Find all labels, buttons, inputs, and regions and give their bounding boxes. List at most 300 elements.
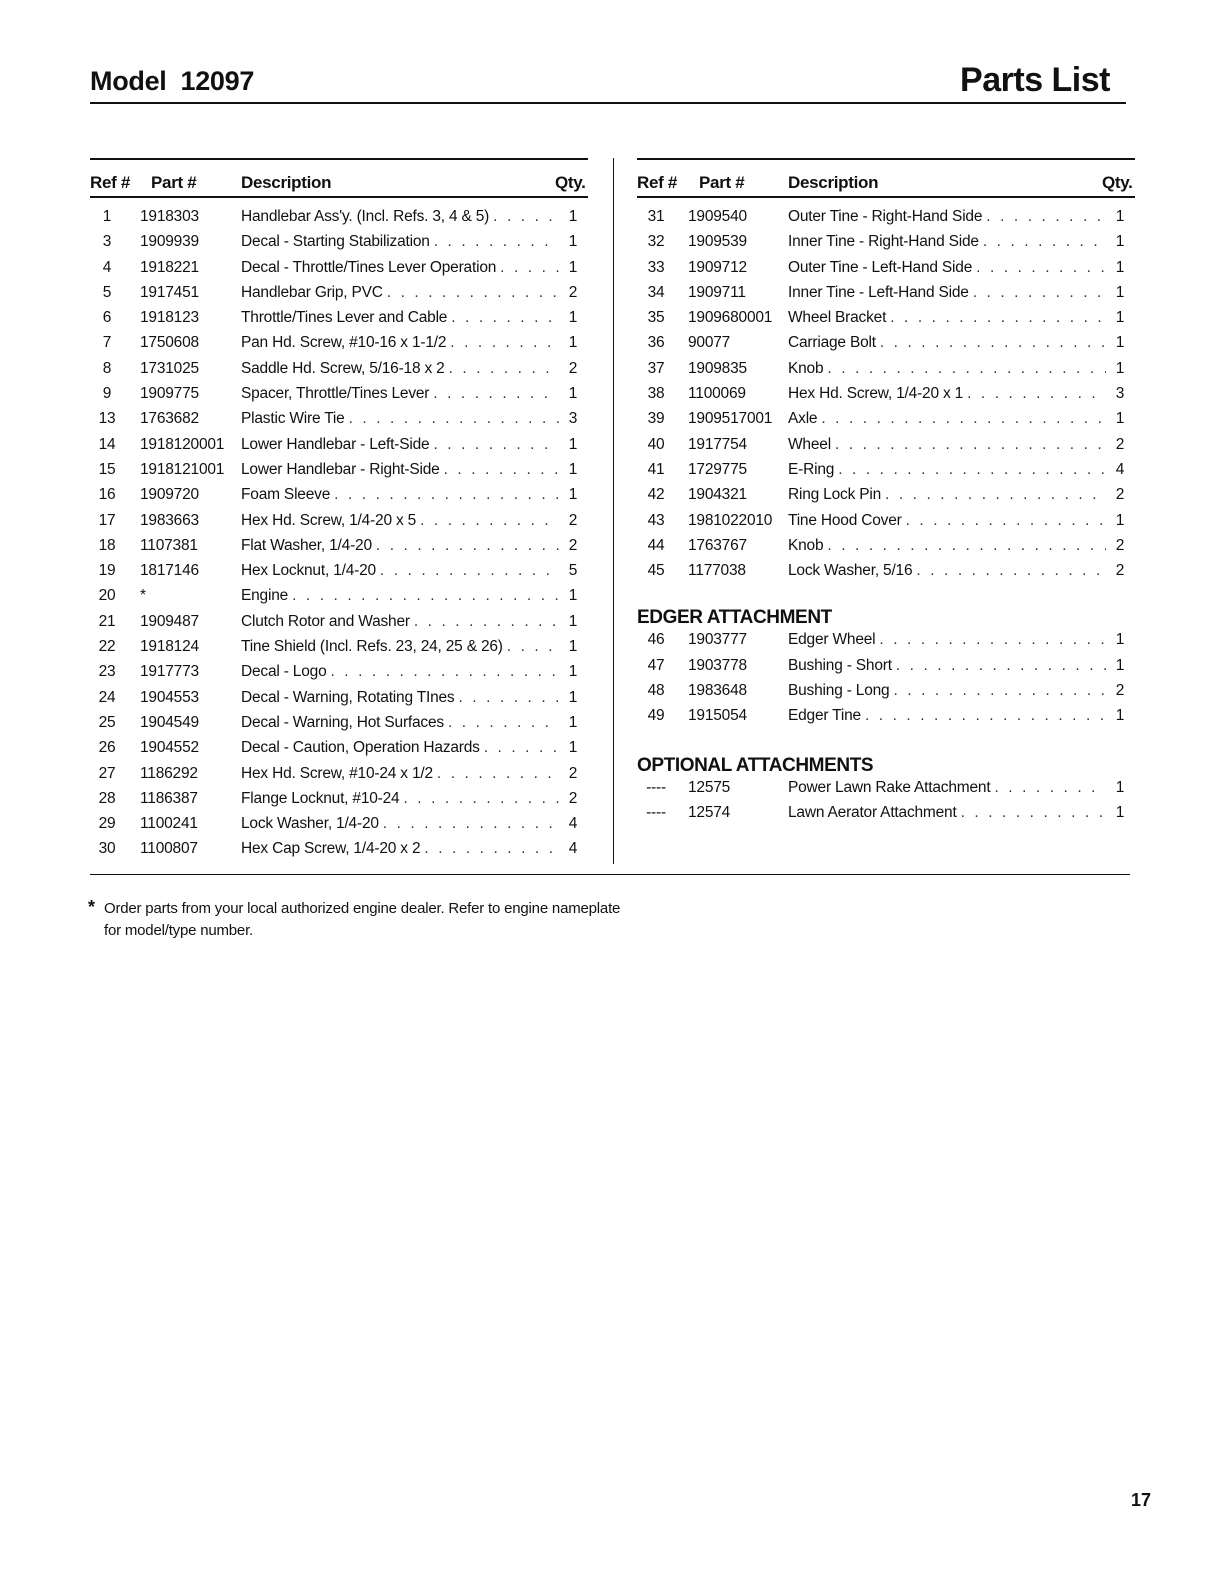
- table-row: [637, 631, 1135, 656]
- dot-leader: [451, 309, 559, 327]
- table-row: [90, 385, 588, 410]
- ref-cell: 35: [647, 309, 665, 327]
- dot-leader: [433, 385, 559, 403]
- table-row: [637, 779, 1135, 804]
- dot-leader: [835, 436, 1106, 454]
- dot-leader: [387, 284, 559, 302]
- part-number-cell: 1107381: [140, 536, 198, 554]
- table-row: [637, 233, 1135, 258]
- qty-cell: 1: [1115, 511, 1125, 529]
- part-number-cell: 1918120001: [140, 435, 225, 453]
- part-number-cell: 1100241: [140, 815, 198, 833]
- qty-cell: 1: [1115, 359, 1125, 377]
- ref-cell: 41: [647, 460, 665, 478]
- ref-cell: 37: [647, 359, 665, 377]
- dot-leader: [444, 461, 559, 479]
- qty-cell: 1: [568, 587, 578, 605]
- dot-leader: [449, 360, 559, 378]
- table-row: [90, 638, 588, 663]
- description-text: Foam Sleeve: [241, 486, 331, 504]
- page-title: Parts List: [960, 61, 1110, 99]
- part-number-cell: 1909540: [688, 208, 747, 225]
- description-cell: [788, 233, 1106, 251]
- dot-leader: [334, 486, 559, 504]
- ref-cell: 47: [647, 656, 665, 674]
- ref-cell: 22: [98, 638, 116, 656]
- description-text: Inner Tine - Right-Hand Side: [788, 233, 979, 251]
- table-row: [637, 512, 1135, 537]
- description-text: Flange Locknut, #10-24: [241, 789, 400, 807]
- description-cell: [241, 714, 559, 732]
- dot-leader: [448, 714, 559, 732]
- description-text: Decal - Warning, Rotating TInes: [241, 688, 455, 706]
- part-number-cell: 1917451: [140, 283, 199, 301]
- part-number-cell: *: [140, 587, 146, 605]
- part-number-cell: 1918221: [140, 258, 199, 276]
- ref-cell: 17: [98, 511, 116, 529]
- table-row: [90, 587, 588, 612]
- table-row: [637, 309, 1135, 334]
- part-number-cell: 90077: [688, 334, 731, 352]
- dot-leader: [961, 804, 1106, 822]
- qty-cell: 4: [568, 840, 578, 858]
- table-row: [90, 663, 588, 688]
- description-cell: [788, 682, 1106, 700]
- ref-cell: 44: [647, 536, 665, 554]
- description-text: Lock Washer, 1/4-20: [241, 815, 379, 833]
- table-row: [90, 284, 588, 309]
- description-text: Knob: [788, 536, 824, 554]
- col-header-part: Part #: [151, 173, 197, 192]
- part-number-cell: 1917754: [688, 435, 747, 453]
- dot-leader: [880, 334, 1106, 352]
- qty-cell: 1: [1115, 707, 1125, 725]
- description-cell: [788, 309, 1106, 327]
- dot-leader: [821, 410, 1106, 428]
- table-row: [637, 804, 1135, 829]
- part-number-cell: 1100807: [140, 840, 198, 858]
- dot-leader: [896, 657, 1106, 675]
- description-cell: [241, 765, 559, 783]
- table-row: [637, 334, 1135, 359]
- description-cell: [788, 657, 1106, 675]
- description-text: Ring Lock Pin: [788, 486, 882, 504]
- qty-cell: 1: [568, 612, 578, 630]
- qty-cell: 2: [1115, 486, 1125, 504]
- page-header: [90, 60, 1126, 104]
- description-cell: [241, 537, 559, 555]
- dot-leader: [380, 562, 559, 580]
- description-text: Decal - Throttle/Tines Lever Operation: [241, 258, 497, 276]
- page-number: 17: [1131, 1490, 1152, 1510]
- part-number-cell: 1100069: [688, 385, 746, 403]
- description-cell: [788, 259, 1106, 277]
- col-header-ref: Ref #: [90, 173, 131, 192]
- description-cell: [788, 208, 1106, 226]
- description-cell: [241, 790, 559, 808]
- qty-cell: 3: [1115, 385, 1125, 403]
- footnote-line-2: for model/type number.: [104, 922, 254, 939]
- dot-leader: [973, 284, 1106, 302]
- description-cell: [241, 385, 559, 403]
- description-cell: [241, 689, 559, 707]
- description-text: Pan Hd. Screw, #10-16 x 1-1/2: [241, 334, 447, 352]
- description-cell: [788, 461, 1106, 479]
- ref-cell: 8: [102, 359, 112, 377]
- footnote-line-1: Order parts from your local authorized engine dealer. Refer to engine nameplate: [104, 900, 621, 917]
- qty-cell: 2: [568, 283, 578, 301]
- description-cell: [241, 410, 559, 428]
- part-number-cell: 1731025: [140, 359, 199, 377]
- parts-table-left: [90, 158, 588, 866]
- table-row: [90, 461, 588, 486]
- part-number-cell: 1909539: [688, 233, 747, 251]
- dot-leader: [827, 360, 1106, 378]
- description-text: Wheel Bracket: [788, 309, 887, 327]
- qty-cell: 1: [1115, 778, 1125, 796]
- ref-cell: ----: [646, 778, 666, 796]
- dot-leader: [827, 537, 1106, 555]
- dot-leader: [292, 587, 559, 605]
- qty-cell: 2: [1115, 682, 1125, 700]
- table-row: [90, 815, 588, 840]
- qty-cell: 1: [568, 638, 578, 656]
- description-text: Flat Washer, 1/4-20: [241, 536, 372, 554]
- part-number-cell: 1904553: [140, 688, 199, 706]
- dot-leader: [414, 613, 559, 631]
- qty-cell: 1: [568, 688, 578, 706]
- table-row: [637, 707, 1135, 732]
- qty-cell: 1: [1115, 283, 1125, 301]
- part-number-cell: 1983663: [140, 511, 199, 529]
- description-cell: [788, 360, 1106, 378]
- ref-cell: 42: [647, 486, 665, 504]
- dot-leader: [434, 233, 559, 251]
- part-number-cell: 1983648: [688, 682, 747, 700]
- table-row: [637, 562, 1135, 587]
- part-number-cell: 1817146: [140, 562, 199, 580]
- part-number-cell: 1177038: [688, 562, 746, 580]
- dot-leader: [330, 663, 559, 681]
- description-text: E-Ring: [788, 460, 835, 478]
- ref-cell: 38: [647, 385, 665, 403]
- description-text: Plastic Wire Tie: [241, 410, 345, 428]
- description-cell: [241, 638, 559, 656]
- qty-cell: 1: [1115, 309, 1125, 327]
- table-row: [637, 461, 1135, 486]
- col-header-part: Part #: [699, 173, 745, 192]
- description-text: Carriage Bolt: [788, 334, 876, 352]
- description-cell: [241, 840, 559, 858]
- part-number-cell: 1186292: [140, 764, 198, 782]
- col-header-qty: Qty.: [1102, 173, 1133, 192]
- part-number-cell: 1909711: [688, 283, 746, 301]
- table-header: [90, 158, 588, 198]
- description-cell: [788, 334, 1106, 352]
- dot-leader: [838, 461, 1106, 479]
- table-row: [637, 360, 1135, 385]
- part-number-cell: 12575: [688, 778, 731, 796]
- description-cell: [241, 284, 559, 302]
- ref-cell: 20: [98, 587, 116, 605]
- dot-leader: [893, 682, 1106, 700]
- dot-leader: [376, 537, 559, 555]
- ref-cell: 24: [98, 688, 116, 706]
- description-text: Lock Washer, 5/16: [788, 562, 913, 580]
- ref-cell: 31: [647, 208, 665, 225]
- description-text: Lower Handlebar - Right-Side: [241, 460, 440, 478]
- description-text: Hex Hd. Screw, 1/4-20 x 1: [788, 385, 964, 403]
- part-number-cell: 1909835: [688, 359, 747, 377]
- dot-leader: [500, 259, 559, 277]
- ref-cell: 1: [102, 208, 112, 225]
- edger-section-title: EDGER ATTACHMENT: [637, 607, 832, 629]
- ref-cell: 18: [98, 536, 116, 554]
- ref-cell: 26: [98, 739, 116, 757]
- table-row: [90, 714, 588, 739]
- ref-cell: 40: [647, 435, 665, 453]
- ref-cell: 21: [98, 612, 116, 630]
- dot-leader: [967, 385, 1106, 403]
- description-cell: [241, 360, 559, 378]
- ref-cell: 16: [98, 486, 116, 504]
- ref-cell: 48: [647, 682, 665, 700]
- part-number-cell: 1904321: [688, 486, 747, 504]
- description-text: Throttle/Tines Lever and Cable: [241, 309, 448, 327]
- description-cell: [241, 436, 559, 454]
- table-row: [637, 208, 1135, 233]
- optional-section-title: OPTIONAL ATTACHMENTS: [637, 754, 874, 776]
- dot-leader: [507, 638, 559, 656]
- ref-cell: 14: [98, 435, 116, 453]
- description-cell: [241, 815, 559, 833]
- description-cell: [788, 631, 1106, 649]
- qty-cell: 1: [1115, 258, 1125, 276]
- description-text: Knob: [788, 359, 824, 377]
- description-cell: [241, 334, 559, 352]
- table-bottom-rule: [90, 874, 1130, 875]
- dot-leader: [879, 631, 1106, 649]
- description-text: Handlebar Ass'y. (Incl. Refs. 3, 4 & 5): [241, 208, 490, 225]
- dot-leader: [493, 208, 559, 226]
- description-text: Clutch Rotor and Washer: [241, 612, 410, 630]
- dot-leader: [983, 233, 1106, 251]
- col-header-description: Description: [788, 173, 879, 192]
- optional-rows: [637, 779, 1135, 830]
- table-row: [90, 689, 588, 714]
- ref-cell: 36: [647, 334, 665, 352]
- part-number-cell: 1909517001: [688, 410, 773, 428]
- description-text: Lower Handlebar - Left-Side: [241, 435, 430, 453]
- qty-cell: 1: [568, 208, 578, 225]
- table-row: [90, 309, 588, 334]
- table-row: [90, 613, 588, 638]
- description-text: Bushing - Short: [788, 656, 892, 674]
- description-cell: [241, 233, 559, 251]
- qty-cell: 1: [568, 663, 578, 681]
- description-text: Hex Locknut, 1/4-20: [241, 562, 376, 580]
- description-cell: [241, 461, 559, 479]
- qty-cell: 2: [568, 511, 578, 529]
- description-text: Engine: [241, 587, 289, 605]
- description-cell: [788, 436, 1106, 454]
- table-row: [90, 739, 588, 764]
- part-number-cell: 1918123: [140, 309, 199, 327]
- description-text: Decal - Warning, Hot Surfaces: [241, 713, 444, 731]
- ref-cell: 19: [98, 562, 116, 580]
- qty-cell: 2: [1115, 435, 1125, 453]
- table-row: [90, 436, 588, 461]
- qty-cell: 5: [568, 562, 578, 580]
- dot-leader: [916, 562, 1106, 580]
- description-text: Tine Hood Cover: [788, 511, 902, 529]
- table-row: [637, 657, 1135, 682]
- dot-leader: [865, 707, 1106, 725]
- part-number-cell: 1909775: [140, 385, 199, 403]
- table-row: [637, 284, 1135, 309]
- part-number-cell: 1904552: [140, 739, 199, 757]
- part-number-cell: 1981022010: [688, 511, 773, 529]
- table-row: [90, 208, 588, 233]
- part-number-cell: 1918124: [140, 638, 199, 656]
- description-text: Bushing - Long: [788, 682, 890, 700]
- table-row: [90, 562, 588, 587]
- footnote-marker: *: [88, 897, 95, 917]
- qty-cell: 1: [568, 385, 578, 403]
- dot-leader: [424, 840, 559, 858]
- qty-cell: 2: [568, 536, 578, 554]
- description-text: Decal - Caution, Operation Hazards: [241, 739, 480, 757]
- description-cell: [788, 385, 1106, 403]
- qty-cell: 3: [568, 410, 578, 428]
- dot-leader: [484, 739, 559, 757]
- description-cell: [788, 410, 1106, 428]
- ref-cell: 32: [647, 233, 665, 251]
- description-text: Wheel: [788, 435, 831, 453]
- ref-cell: 39: [647, 410, 665, 428]
- table-row: [637, 537, 1135, 562]
- description-cell: [788, 804, 1106, 822]
- description-cell: [241, 512, 559, 530]
- table-row: [90, 334, 588, 359]
- dot-leader: [458, 689, 559, 707]
- description-cell: [788, 707, 1106, 725]
- col-header-ref: Ref #: [637, 173, 678, 192]
- description-text: Power Lawn Rake Attachment: [788, 778, 991, 796]
- part-number-cell: 1917773: [140, 663, 199, 681]
- ref-cell: 29: [98, 815, 116, 833]
- table-row: [637, 436, 1135, 461]
- dot-leader: [437, 765, 559, 783]
- ref-cell: 30: [98, 840, 116, 858]
- description-text: Decal - Logo: [241, 663, 327, 681]
- description-text: Hex Cap Screw, 1/4-20 x 2: [241, 840, 421, 858]
- dot-leader: [433, 436, 559, 454]
- description-cell: [241, 613, 559, 631]
- qty-cell: 1: [568, 739, 578, 757]
- description-text: Decal - Starting Stabilization: [241, 233, 430, 251]
- parts-table-right: [637, 158, 1135, 829]
- part-number-cell: 1918121001: [140, 460, 225, 478]
- description-cell: [241, 562, 559, 580]
- part-number-cell: 12574: [688, 803, 731, 821]
- ref-cell: 33: [647, 258, 665, 276]
- ref-cell: 46: [647, 631, 665, 649]
- dot-leader: [976, 259, 1106, 277]
- table-row: [90, 410, 588, 435]
- table-row: [637, 682, 1135, 707]
- description-cell: [241, 309, 559, 327]
- table-row: [90, 537, 588, 562]
- model-label: Model: [90, 66, 167, 96]
- part-number-cell: 1909680001: [688, 309, 773, 327]
- ref-cell: 45: [647, 562, 665, 580]
- qty-cell: 1: [1115, 656, 1125, 674]
- part-number-cell: 1903777: [688, 631, 747, 649]
- part-number-cell: 1763682: [140, 410, 199, 428]
- table-row: [90, 765, 588, 790]
- table-row: [90, 790, 588, 815]
- part-number-cell: 1909720: [140, 486, 199, 504]
- dot-leader: [450, 334, 559, 352]
- table-row: [90, 233, 588, 258]
- description-text: Outer Tine - Right-Hand Side: [788, 208, 983, 225]
- description-text: Inner Tine - Left-Hand Side: [788, 283, 969, 301]
- table-row: [90, 259, 588, 284]
- part-number-cell: 1904549: [140, 713, 199, 731]
- table-row: [90, 360, 588, 385]
- table-row: [637, 385, 1135, 410]
- description-text: Hex Hd. Screw, 1/4-20 x 5: [241, 511, 417, 529]
- part-number-cell: 1918303: [140, 208, 199, 225]
- description-cell: [241, 259, 559, 277]
- part-number-cell: 1729775: [688, 460, 747, 478]
- ref-cell: ----: [646, 803, 666, 821]
- dot-leader: [906, 512, 1106, 530]
- ref-cell: 6: [102, 309, 112, 327]
- qty-cell: 1: [1115, 631, 1125, 649]
- dot-leader: [890, 309, 1106, 327]
- qty-cell: 1: [568, 334, 578, 352]
- table-row: [90, 512, 588, 537]
- description-text: Outer Tine - Left-Hand Side: [788, 258, 973, 276]
- table-header: [637, 158, 1135, 198]
- ref-cell: 23: [98, 663, 116, 681]
- part-number-cell: 1186387: [140, 789, 198, 807]
- description-text: Edger Tine: [788, 707, 861, 725]
- ref-cell: 49: [647, 707, 665, 725]
- dot-leader: [403, 790, 559, 808]
- description-cell: [788, 537, 1106, 555]
- description-cell: [788, 284, 1106, 302]
- table-row: [637, 486, 1135, 511]
- parts-rows-right: [637, 208, 1135, 587]
- dot-leader: [994, 779, 1106, 797]
- description-text: Spacer, Throttle/Tines Lever: [241, 385, 430, 403]
- qty-cell: 1: [568, 713, 578, 731]
- ref-cell: 25: [98, 713, 116, 731]
- ref-cell: 43: [647, 511, 665, 529]
- part-number-cell: 1909939: [140, 233, 199, 251]
- qty-cell: 1: [1115, 233, 1125, 251]
- part-number-cell: 1903778: [688, 656, 747, 674]
- part-number-cell: 1750608: [140, 334, 199, 352]
- ref-cell: 28: [98, 789, 116, 807]
- table-row: [637, 410, 1135, 435]
- qty-cell: 1: [1115, 803, 1125, 821]
- qty-cell: 1: [568, 435, 578, 453]
- description-text: Lawn Aerator Attachment: [788, 803, 957, 821]
